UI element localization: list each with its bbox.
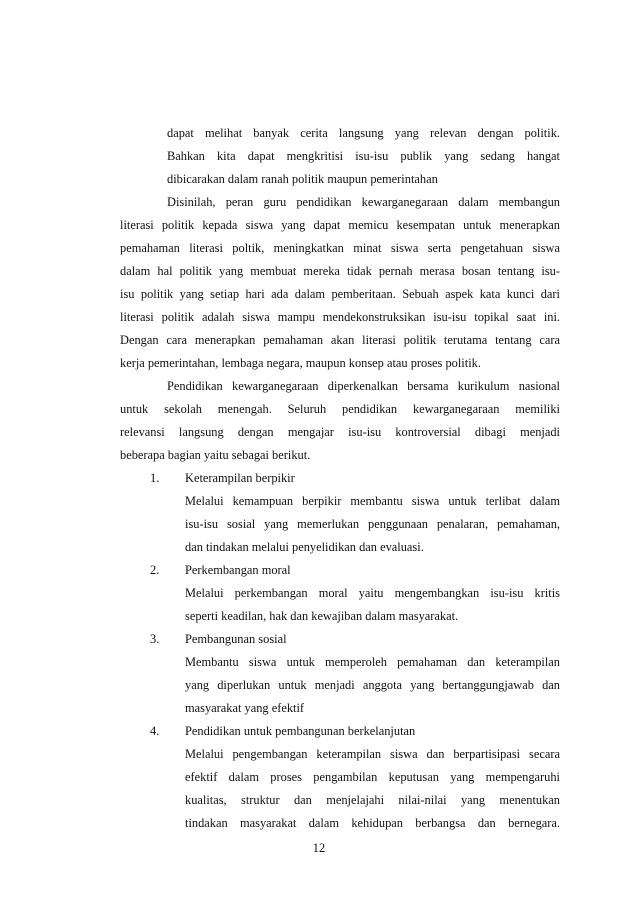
paragraph-line: Dengan cara menerapkan pemahaman akan literasi politik terutama tentang cara <box>120 333 560 347</box>
list-item-line: Membantu siswa untuk memperoleh pemahaman dan keterampilan <box>185 655 560 669</box>
paragraph-line: isu politik yang setiap hari ada dalam pemberitaan. Sebuah aspek kata kunci dari <box>120 287 560 301</box>
list-item-line: Melalui pengembangan keterampilan siswa dan berpartisipasi secara <box>185 747 560 761</box>
list-item-line: yang diperlukan untuk menjadi anggota yang bertanggungjawab dan <box>185 678 560 692</box>
paragraph-line: relevansi langsung dengan mengajar isu-isu kontroversial dibagi menjadi <box>120 425 560 439</box>
paragraph-line: kerja pemerintahan, lembaga negara, maupun konsep atau proses politik. <box>120 356 481 370</box>
list-item-line: seperti keadilan, hak dan kewajiban dalam masyarakat. <box>185 609 459 623</box>
paragraph-line: Pendidikan kewarganegaraan diperkenalkan bersama kurikulum nasional <box>167 379 560 393</box>
list-item-line: masyarakat yang efektif <box>185 701 305 715</box>
paragraph-line: literasi politik adalah siswa mampu mendekonstruksikan isu-isu topikal saat ini. <box>120 310 560 324</box>
list-item-line: Melalui kemampuan berpikir membantu siswa untuk terlibat dalam <box>185 494 560 508</box>
list-item-line: kualitas, struktur dan menjelajahi nilai-nilai yang menentukan <box>185 793 560 807</box>
list-number: 1. <box>150 471 160 485</box>
paragraph-line: untuk sekolah menengah. Seluruh pendidikan kewarganegaraan memiliki <box>120 402 560 416</box>
list-item-title: Pembangunan sosial <box>185 632 287 646</box>
paragraph-line: literasi politik kepada siswa yang dapat memicu kesempatan untuk menerapkan <box>120 218 560 232</box>
list-number: 3. <box>150 632 160 646</box>
paragraph-line: Disinilah, peran guru pendidikan kewarganegaraan dalam membangun <box>167 195 560 209</box>
list-item-line: efektif dalam proses pengambilan keputusan yang mempengaruhi <box>185 770 560 784</box>
list-item-line: Melalui perkembangan moral yaitu mengembangkan isu-isu kritis <box>185 586 560 600</box>
list-item-title: Pendidikan untuk pembangunan berkelanjutan <box>185 724 416 738</box>
paragraph-line: beberapa bagian yaitu sebagai berikut. <box>120 448 311 462</box>
page-number: 12 <box>312 841 326 855</box>
list-item-line: dan tindakan melalui penyelidikan dan evaluasi. <box>185 540 424 554</box>
list-item-title: Keterampilan berpikir <box>185 471 295 485</box>
list-number: 2. <box>150 563 160 577</box>
list-number: 4. <box>150 724 160 738</box>
paragraph-line: pemahaman literasi poltik, meningkatkan minat siswa serta pengetahuan siswa <box>120 241 560 255</box>
list-item-line: isu-isu sosial yang memerlukan penggunaan penalaran, pemahaman, <box>185 517 560 531</box>
paragraph-line: dalam hal politik yang membuat mereka tidak pernah merasa bosan tentang isu- <box>120 264 560 278</box>
list-item-line: tindakan masyarakat dalam kehidupan berbangsa dan bernegara. <box>185 816 560 830</box>
intro-line: dibicarakan dalam ranah politik maupun pemerintahan <box>167 172 438 186</box>
intro-line: Bahkan kita dapat mengkritisi isu-isu publik yang sedang hangat <box>167 149 560 163</box>
list-item-title: Perkembangan moral <box>185 563 291 577</box>
intro-line: dapat melihat banyak cerita langsung yang relevan dengan politik. <box>167 126 560 140</box>
